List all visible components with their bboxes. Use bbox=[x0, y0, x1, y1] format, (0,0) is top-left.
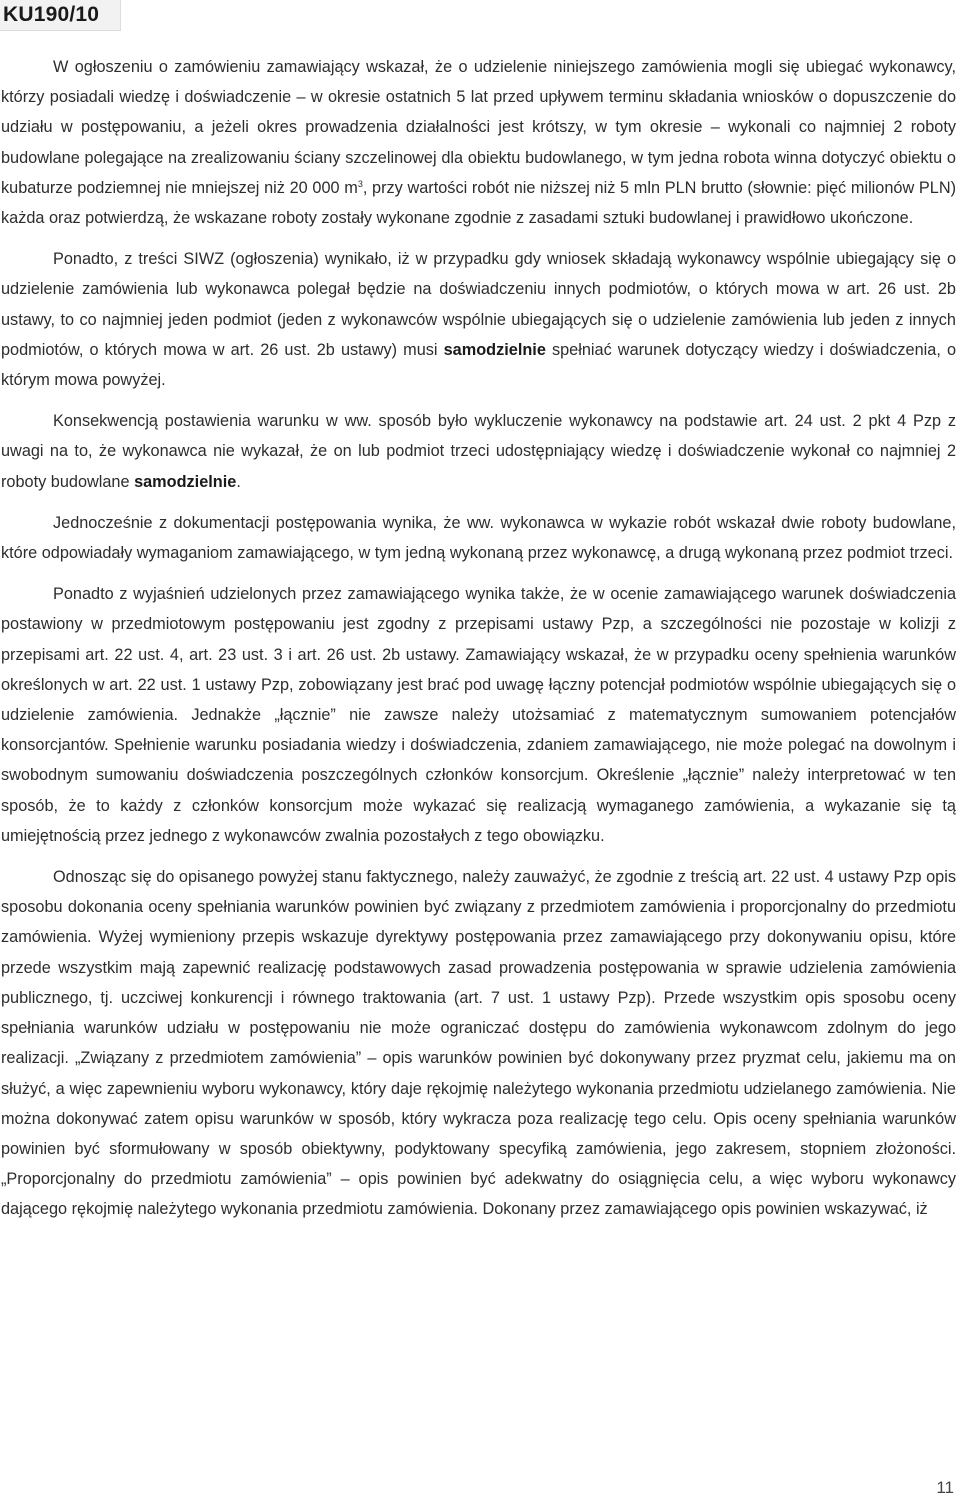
paragraph-5: Ponadto z wyjaśnień udzielonych przez zamawiającego wynika także, że w ocenie zamawiającego warunek doświadczenia postawiony w przedmiotowym postępowaniu jest zgodny z przepisami ustawy Pzp, a szczególności nie pozostaje w kolizji z przepisami art. 22 ust. 4, art. 23 ust. 3 i art. 26 ust. 2b ustawy. Zamawiający wskazał, że w przypadku oceny spełnienia warunków określonych w art. 22 ust. 1 ustawy Pzp, zobowiązany jest brać pod uwagę łączny potencjał podmiotów wspólnie ubiegających się o udzielenie zamówienia. Jednakże „łącznie” nie zawsze należy utożsamiać z matematycznym sumowaniem potencjałów konsorcjantów. Spełnienie warunku posiadania wiedzy i doświadczenia, zdaniem zamawiającego, nie może polegać na dowolnym i swobodnym sumowaniu doświadczenia poszczególnych członków konsorcjum. Określenie „łącznie” należy interpretować w ten sposób, że to każdy z członków konsorcjum może wykazać się realizacją wymaganego zamówienia, a wykazanie się tą umiejętnością przez jednego z wykonawców zwalnia pozostałych z tego obowiązku. bbox=[1, 585, 956, 845]
document-body bbox=[1, 52, 956, 1225]
paragraph-2 bbox=[1, 244, 956, 395]
paragraph-2-text-b: spełniać warunek dotyczący wiedzy i doświadczenia, o którym mowa powyżej. bbox=[1, 340, 956, 390]
paragraph-4: Jednocześnie z dokumentacji postępowania wynika, że ww. wykonawca w wykazie robót wskazał dwie roboty budowlane, które odpowiadały wymaganiom zamawiającego, w tym jedną wykonaną przez wykonawcę, a drugą wykonaną przez podmiot trzeci. bbox=[1, 513, 956, 563]
paragraph-1-text-b: , przy wartości robót nie niższej niż 5 mln PLN brutto (słownie: pięć milionów PLN) każda oraz potwierdzą, że wskazane roboty zostały wykonane zgodnie z zasadami sztuki budowlanej i prawidłowo ukończone. bbox=[1, 178, 957, 228]
paragraph-6: Odnosząc się do opisanego powyżej stanu faktycznego, należy zauważyć, że zgodnie z treścią art. 22 ust. 4 ustawy Pzp opis sposobu dokonania oceny spełniania warunków powinien być związany z przedmiotem zamówienia i proporcjonalny do przedmiotu zamówienia. Wyżej wymieniony przepis wskazuje dyrektywy postępowania przez zamawiającego przy dokonywaniu opisu, które przede wszystkim mają zapewnić realizację podstawowych zasad prowadzenia postępowania w sprawie udzielenia zamówienia publicznego, tj. uczciwej konkurencji i równego traktowania (art. 7 ust. 1 ustawy Pzp). Przede wszystkim opis sposobu oceny spełniania warunków udziału w postępowaniu nie może ograniczać dostępu do zamówienia wykonawcom zdolnym do jego realizacji. „Związany z przedmiotem zamówienia” – opis warunków powinien być dokonywany przez pryzmat celu, jakiemu ma on służyć, a więc zapewnieniu wyboru wykonawcy, który daje rękojmię należytego wykonania przedmiotu udzielanego zamówienia. Nie można dokonywać zatem opisu warunków w sposób, który wykracza poza realizację tego celu. Opis oceny spełniania warunków powinien być sformułowany w sposób obiektywny, podyktowany specyfiką zamówienia, jego zakresem, stopniem złożoności. „Proporcjonalny do przedmiotu zamówienia” – opis powinien być adekwatny do osiągnięcia celu, a więc wyboru wykonawcy dającego rękojmię należytego wykonania przedmiotu zamówienia. Dokonany przez zamawiającego opis powinien wskazywać, iż bbox=[1, 868, 956, 1219]
page-number: 11 bbox=[936, 1478, 954, 1497]
paragraph-3-text-b: . bbox=[236, 472, 241, 491]
paragraph-2-emphasis: samodzielnie bbox=[443, 340, 546, 359]
paragraph-1-text-a: W ogłoszeniu o zamówieniu zamawiający wskazał, że o udzielenie niniejszego zamówienia mogli się ubiegać wykonawcy, którzy posiadali wiedzę i doświadczenie – w okresie ostatnich 5 lat przed upływem terminu składania wniosków o dopuszczenie do udziału w postępowaniu, a jeżeli okres prowadzenia działalności jest krótszy, w tym okresie – wykonali co najmniej 2 roboty budowlane polegające na zrealizowaniu ściany szczelinowej dla obiektu budowlanego, w tym jedna robota winna dotyczyć obiektu o kubaturze podziemnej nie mniejszej niż 20 000 m bbox=[1, 58, 956, 197]
document-header bbox=[0, 0, 121, 31]
paragraph-3-text-a: Konsekwencją postawienia warunku w ww. sposób było wykluczenie wykonawcy na podstawie art. 24 ust. 2 pkt 4 Pzp z uwagi na to, że wykonawca nie wykazał, że on lub podmiot trzeci udostępniający wiedzę i doświadczenie wykonał co najmniej 2 roboty budowlane bbox=[1, 412, 956, 491]
cubic-superscript: 3 bbox=[357, 178, 363, 189]
paragraph-2-text-a: Ponadto, z treści SIWZ (ogłoszenia) wynikało, iż w przypadku gdy wniosek składają wykonawcy wspólnie ubiegający się o udzielenie zamówienia lub wykonawca polegał będzie na doświadczeniu innych podmiotów, o których mowa w art. 26 ust. 2b ustawy, to co najmniej jeden podmiot (jeden z wykonawców wspólnie ubiegających się o udzielenie zamówienia lub jeden z innych podmiotów, o których mowa w art. 26 ust. 2b ustawy) musi bbox=[1, 250, 956, 359]
paragraph-3-emphasis: samodzielnie bbox=[134, 472, 237, 491]
document-code: KU190/10 bbox=[3, 3, 100, 26]
paragraph-1 bbox=[1, 52, 956, 233]
paragraph-3 bbox=[1, 406, 956, 497]
